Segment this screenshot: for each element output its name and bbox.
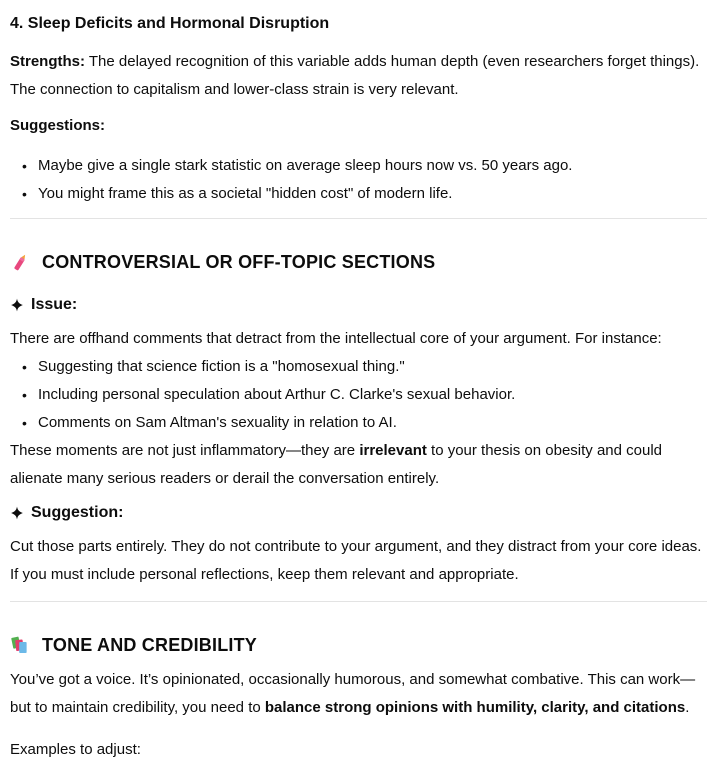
balance-emphasis: balance strong opinions with humility, clarity, and citations — [264, 699, 686, 716]
list-item: • Comments on Sam Altman's sexuality in relation to AI. — [10, 409, 707, 437]
section-divider — [10, 218, 707, 219]
strengths-text: The delayed recognition of this variable adds human depth (even researchers forget things). The connection to capitalism and lower-class strain is very relevant. — [10, 53, 700, 98]
strengths-label: Strengths: — [10, 53, 85, 70]
four-pointed-star-icon — [10, 298, 24, 312]
suggestions-label-paragraph — [10, 112, 707, 140]
four-pointed-star-icon — [10, 506, 24, 520]
tone-section-heading — [10, 632, 707, 658]
conclusion-paragraph: These moments are not just inflammatory—they are irrelevant to your thesis on obesity and could alienate many serious readers or derail the conversation entirely. — [10, 442, 663, 487]
list-item: • Suggesting that science fiction is a "homosexual thing." — [10, 353, 707, 381]
examples-label-paragraph: Examples to adjust: — [10, 741, 141, 758]
controversial-section-heading — [10, 249, 707, 275]
books-icon — [10, 635, 31, 656]
strengths-paragraph — [10, 48, 707, 104]
irrelevant-emphasis: irrelevant — [359, 442, 427, 459]
issue-heading-text: Issue: — [31, 296, 78, 313]
tone-paragraph: You’ve got a voice. It’s opinionated, occasionally humorous, and somewhat combative. This can work—but to maintain credibility, you need to balance strong opinions with humility, clarity, and citations. — [10, 671, 696, 716]
assistant-message — [10, 14, 707, 764]
list-item: • Maybe give a single stark statistic on average sleep hours now vs. 50 years ago. — [10, 152, 707, 180]
section-divider — [10, 601, 707, 602]
suggestions-label: Suggestions: — [10, 117, 106, 134]
suggestion-heading — [10, 501, 707, 525]
issue-heading — [10, 293, 707, 317]
controversial-heading-text: CONTROVERSIAL OR OFF-TOPIC SECTIONS — [42, 252, 436, 272]
sleep-section-heading: 4. Sleep Deficits and Hormonal Disruption — [10, 15, 330, 32]
list-item: • Including personal speculation about Arthur C. Clarke's sexual behavior. — [10, 381, 707, 409]
list-item: • You might frame this as a societal "hidden cost" of modern life. — [10, 180, 707, 208]
controversial-examples-list — [10, 353, 707, 437]
tone-heading-text: TONE AND CREDIBILITY — [42, 635, 258, 655]
issue-intro-paragraph: There are offhand comments that detract from the intellectual core of your argument. For instance: — [10, 330, 662, 347]
crayon-icon — [10, 251, 31, 273]
sleep-suggestions-list — [10, 152, 707, 208]
suggestion-heading-text: Suggestion: — [31, 504, 124, 521]
suggestion-paragraph: Cut those parts entirely. They do not contribute to your argument, and they distract from your core ideas. If you must include personal reflections, keep them relevant and appropriate. — [10, 538, 702, 583]
